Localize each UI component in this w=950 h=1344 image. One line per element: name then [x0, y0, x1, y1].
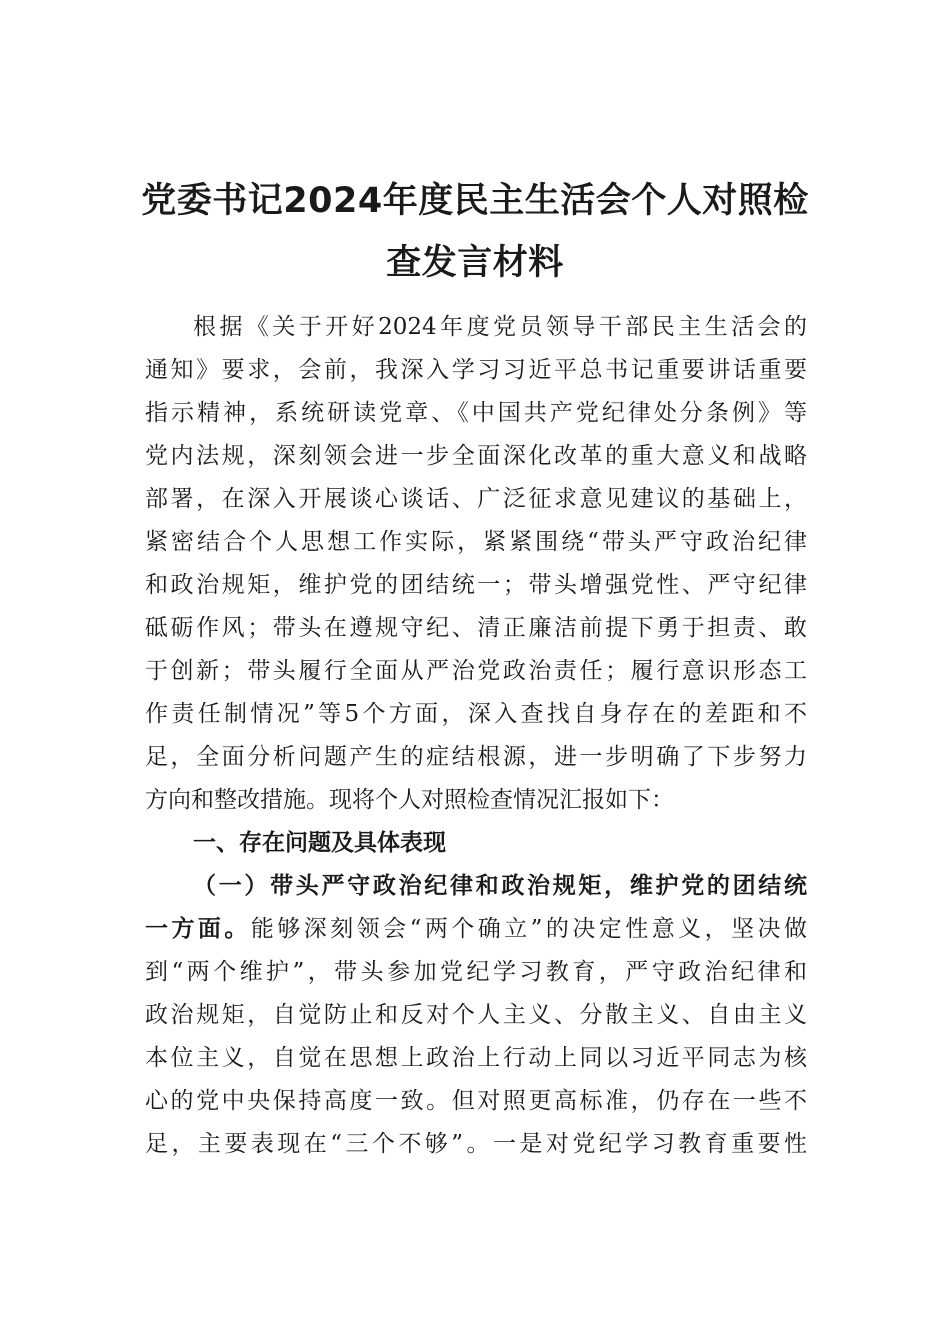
- subsection-line-2-rest: 能够深刻领会“两个确立”的决定性意义，坚决做: [250, 916, 807, 942]
- document-title-line-2: 查发言材料: [386, 243, 564, 283]
- subsection-line-2: [145, 914, 807, 944]
- subsection-line-3: 到“两个维护”，带头参加党纪学习教育，严守政治纪律和: [145, 959, 807, 985]
- intro-line-10: 作责任制情况”等5个方面，深入查找自身存在的差距和不: [145, 701, 807, 727]
- intro-line-5: 部署，在深入开展谈心谈话、广泛征求意见建议的基础上，: [145, 486, 807, 512]
- intro-line-9: 于创新；带头履行全面从严治党政治责任；履行意识形态工: [145, 658, 807, 684]
- subsection-line-5: 本位主义，自觉在思想上政治上行动上同以习近平同志为核: [145, 1045, 807, 1071]
- intro-line-3: 指示精神，系统研读党章、《中国共产党纪律处分条例》等: [145, 400, 807, 426]
- subsection-lead-line-1: （一）带头严守政治纪律和政治规矩，维护党的团结统: [193, 872, 807, 899]
- subsection-line-6: 心的党中央保持高度一致。但对照更高标准，仍存在一些不: [145, 1088, 807, 1114]
- intro-line-4: 党内法规，深刻领会进一步全面深化改革的重大意义和战略: [145, 443, 807, 469]
- intro-line-8: 砥砺作风；带头在遵规守纪、清正廉洁前提下勇于担责、敢: [145, 615, 807, 641]
- intro-line-1: 根据《关于开好2024年度党员领导干部民主生活会的: [193, 314, 807, 340]
- section-heading-1: 一、存在问题及具体表现: [193, 830, 446, 856]
- intro-line-2: 通知》要求，会前，我深入学习习近平总书记重要讲话重要: [145, 357, 807, 383]
- intro-line-7: 和政治规矩，维护党的团结统一；带头增强党性、严守纪律: [145, 572, 807, 598]
- subsection-lead-line-2: 一方面。: [145, 915, 251, 942]
- intro-line-11: 足，全面分析问题产生的症结根源，进一步明确了下步努力: [145, 744, 807, 770]
- intro-line-6: 紧密结合个人思想工作实际，紧紧围绕“带头严守政治纪律: [145, 529, 807, 555]
- intro-line-12: 方向和整改措施。现将个人对照检查情况汇报如下：: [145, 787, 674, 813]
- subsection-line-4: 政治规矩，自觉防止和反对个人主义、分散主义、自由主义: [145, 1002, 807, 1028]
- subsection-line-7: 足，主要表现在“三个不够”。一是对党纪学习教育重要性: [145, 1131, 807, 1157]
- document-title-line-1: 党委书记2024年度民主生活会个人对照检: [141, 181, 809, 221]
